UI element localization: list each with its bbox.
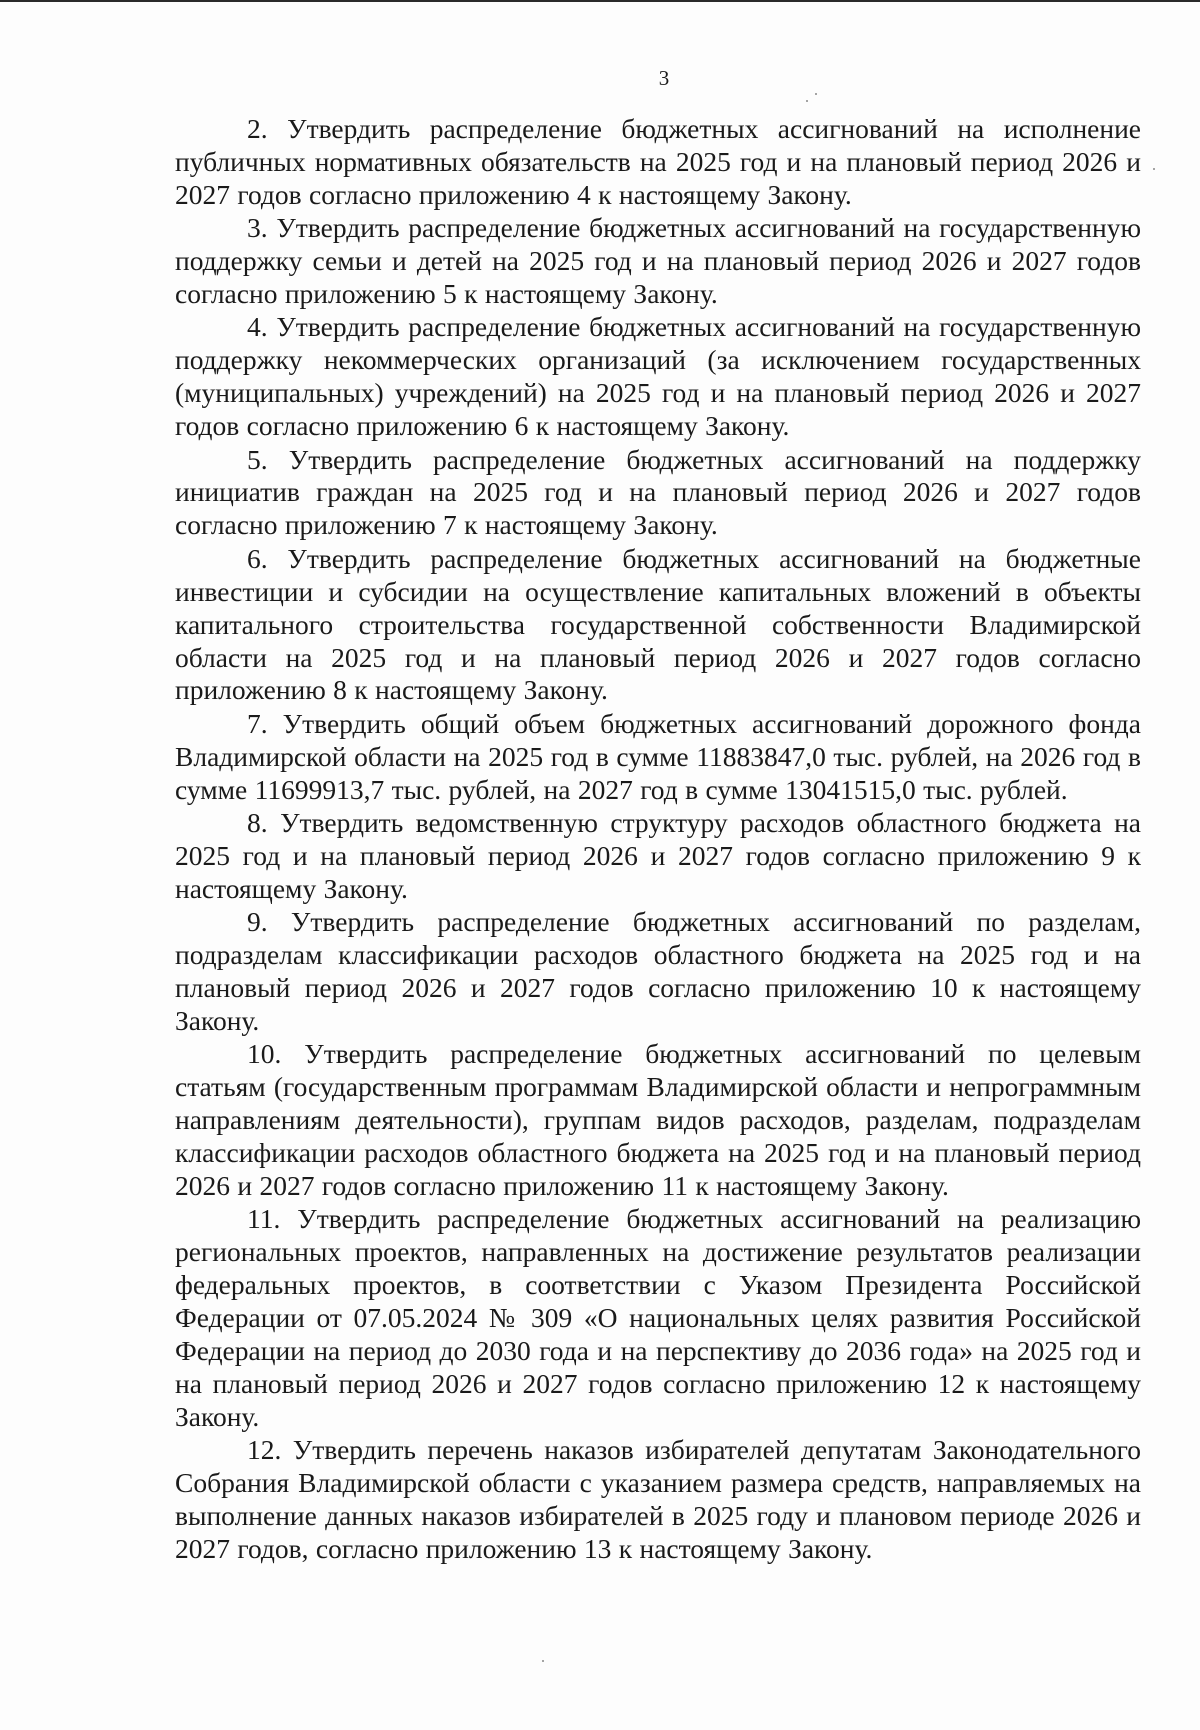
clause-number: 5.: [247, 443, 268, 475]
clause-text: Утвердить распределение бюджетных ассигнований на поддержку инициатив граждан на 2025 год и на плановый период 2026 и 2027 годов согласно приложению 7 к настоящему Закону.: [175, 443, 1141, 541]
document-body: [175, 113, 1141, 1566]
clause-6: [175, 543, 1141, 708]
clause-text: Утвердить перечень наказов избирателей депутатам Законодательного Собрания Владимирской области с указанием размера средств, направляемых на выполнение данных наказов избирателей в 2025 году и плановом периоде 2026 и 2027 годов, согласно приложению 13 к настоящему Закону.: [175, 1434, 1142, 1564]
clause-number: 3.: [247, 212, 268, 244]
scan-speck: [1153, 168, 1155, 170]
scan-speck: [815, 93, 817, 95]
clause-text: Утвердить ведомственную структуру расходов областного бюджета на 2025 год и на плановый период 2026 и 2027 годов согласно приложению 9 к настоящему Закону.: [175, 807, 1142, 904]
clause-text: Утвердить распределение бюджетных ассигнований на бюджетные инвестиции и субсидии на осуществление капитальных вложений в объекты капитального строительства государственной собственности Владимирской области на 2025 год и на плановый период 2026 и 2027 годов согласно приложению 8 к настоящему Закону.: [175, 542, 1141, 706]
page-number: 3: [658, 66, 670, 90]
clause-number: 11.: [247, 1203, 281, 1235]
clause-10: [175, 1038, 1141, 1203]
scan-speck: [806, 100, 808, 102]
clause-5: [175, 444, 1141, 543]
clause-text: Утвердить распределение бюджетных ассигнований по целевым статьям (государственным программам Владимирской области и непрограммным направлениям деятельности), группам видов расходов, разделам, подразделам классификации расходов областного бюджета на 2025 год и на плановый период 2026 и 2027 годов согласно приложению 11 к настоящему Закону.: [175, 1038, 1141, 1201]
clause-8: [175, 807, 1141, 906]
scan-speck: [542, 1660, 544, 1662]
clause-12: [175, 1434, 1141, 1566]
clause-11: [175, 1203, 1141, 1433]
clause-7: [175, 708, 1141, 807]
clause-text: Утвердить распределение бюджетных ассигнований на государственную поддержку некоммерческих организаций (за исключением государственных (муниципальных) учреждений) на 2025 год и на плановый период 2026 и 2027 годов согласно приложению 6 к настоящему Закону.: [175, 311, 1141, 442]
clause-number: 9.: [247, 906, 268, 938]
clause-number: 10.: [247, 1038, 282, 1070]
clause-number: 4.: [247, 311, 268, 343]
clause-text: Утвердить распределение бюджетных ассигнований на реализацию региональных проектов, направленных на достижение результатов реализации федеральных проектов, в соответствии с Указом Президента Российской Федерации от 07.05.2024 № 309 «О национальных целях развития Российской Федерации на период до 2030 года и на перспективу до 2036 года» на 2025 год и на плановый период 2026 и 2027 годов согласно приложению 12 к настоящему Закону.: [175, 1203, 1142, 1432]
clause-text: Утвердить общий объем бюджетных ассигнований дорожного фонда Владимирской области на 2025 год в сумме 11883847,0 тыс. рублей, на 2026 год в сумме 11699913,7 тыс. рублей, на 2027 год в сумме 13041515,0 тыс. рублей.: [175, 707, 1141, 805]
clause-number: 8.: [247, 807, 268, 839]
clause-text: Утвердить распределение бюджетных ассигнований по разделам, подразделам классификации расходов областного бюджета на 2025 год и на плановый период 2026 и 2027 годов согласно приложению 10 к настоящему Закону.: [175, 906, 1141, 1036]
clause-text: Утвердить распределение бюджетных ассигнований на государственную поддержку семьи и детей на 2025 год и на плановый период 2026 и 2027 годов согласно приложению 5 к настоящему Закону.: [175, 212, 1141, 310]
clause-number: 2.: [247, 113, 268, 144]
clause-text: Утвердить распределение бюджетных ассигнований на исполнение публичных нормативных обязательств на 2025 год и на плановый период 2026 и 2027 годов согласно приложению 4 к настоящему Закону.: [175, 113, 1142, 210]
clause-number: 6.: [247, 542, 268, 574]
clause-9: [175, 906, 1141, 1038]
clause-4: [175, 311, 1141, 443]
clause-3: [175, 212, 1141, 311]
clause-number: 7.: [247, 707, 268, 739]
scan-top-edge: [0, 0, 1200, 2]
clause-number: 12.: [247, 1434, 282, 1466]
clause-2: [175, 113, 1141, 212]
